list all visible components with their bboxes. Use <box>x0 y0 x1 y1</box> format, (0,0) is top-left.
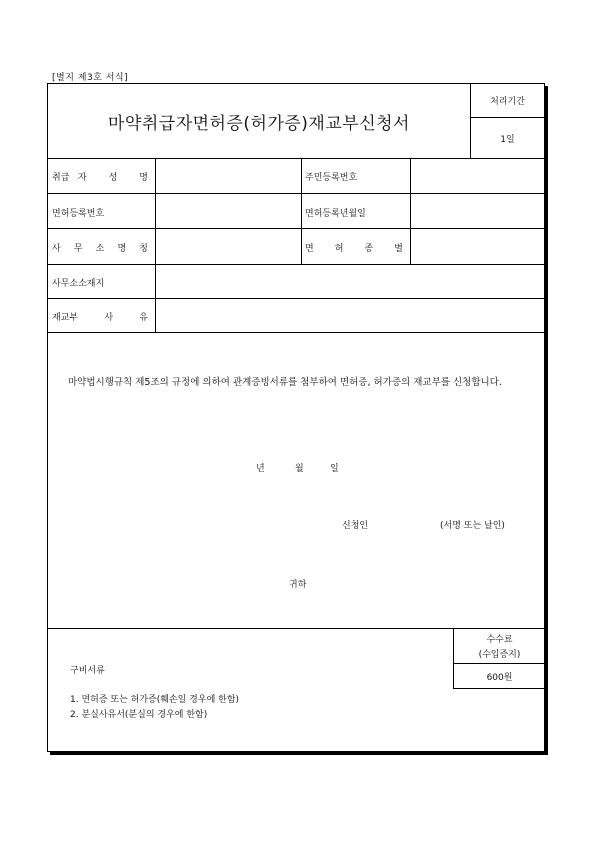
resident-number-label: 주민등록번호 <box>305 173 358 183</box>
label-char: 허 <box>334 244 344 254</box>
divider <box>48 158 545 159</box>
label-char: 취 <box>52 173 61 183</box>
frame-shadow-right <box>545 86 548 755</box>
label-char: 칭 <box>139 244 148 254</box>
handler-name-label <box>52 170 148 183</box>
license-reg-number-label: 면허등록번호 <box>52 209 105 219</box>
label-char: 사 <box>52 244 61 254</box>
label-char: 별 <box>394 244 403 254</box>
date-year-label: 년 <box>256 464 265 474</box>
office-address-field[interactable] <box>160 269 540 293</box>
label-char: 재교부 <box>52 313 79 323</box>
handler-name-field[interactable] <box>160 164 298 188</box>
office-name-field[interactable] <box>160 234 298 258</box>
label-char: 성 <box>108 173 118 183</box>
label-char: 면 <box>305 244 314 254</box>
divider <box>410 158 411 264</box>
fee-value: 600원 <box>486 672 513 683</box>
license-reg-number-field[interactable] <box>160 199 298 223</box>
divider <box>48 264 545 265</box>
label-char: 유 <box>139 313 148 323</box>
license-reg-date-label: 면허등록년월일 <box>305 209 366 219</box>
reissue-reason-field[interactable] <box>160 303 540 327</box>
label-char: 소 <box>95 244 105 254</box>
divider <box>48 628 545 629</box>
required-documents-title: 구비서류 <box>70 666 105 676</box>
signature-label: (서명 또는 날인) <box>440 521 505 531</box>
divider <box>453 688 545 689</box>
date-day-label: 일 <box>330 464 339 474</box>
license-type-field[interactable] <box>414 234 542 258</box>
license-reg-date-field[interactable] <box>414 199 542 223</box>
label-char: 무 <box>73 244 83 254</box>
label-char: 사 <box>104 313 114 323</box>
addressee-label: 귀하 <box>289 580 307 590</box>
required-document-item: 2. 분실사유서(분실의 경우에 한함) <box>70 710 208 720</box>
processing-period-value: 1일 <box>500 134 515 145</box>
reissue-reason-label <box>52 310 148 323</box>
date-month-label: 월 <box>295 464 304 474</box>
processing-period-label: 처리기간 <box>490 97 525 107</box>
label-char: 자 <box>77 173 87 183</box>
divider <box>48 228 545 229</box>
application-statement: 마약법시행규칙 제5조의 규정에 의하여 관계증빙서류를 첨부하여 면허증, 허가증의 재교부를 신청합니다. <box>68 377 502 388</box>
page-title: 마약취급자면허증(허가증)재교부신청서 <box>108 113 410 134</box>
form-number-label: [별지 제3호 서식] <box>52 73 129 83</box>
divider <box>48 332 545 333</box>
divider <box>48 193 545 194</box>
label-char: 명 <box>117 244 127 254</box>
divider <box>301 158 302 264</box>
required-document-item: 1. 면허증 또는 허가증(훼손일 경우에 한함) <box>70 695 240 705</box>
fee-label: 수수료 <box>486 634 513 645</box>
office-address-label: 사무소소재지 <box>52 279 105 289</box>
divider <box>48 298 545 299</box>
label-char: 급 <box>60 173 70 183</box>
label-char: 종 <box>364 244 374 254</box>
label-char: 명 <box>139 173 148 183</box>
license-type-label <box>305 241 403 254</box>
frame-shadow-bottom <box>50 752 548 755</box>
office-name-label <box>52 241 148 254</box>
resident-number-field[interactable] <box>414 164 542 188</box>
divider <box>155 158 156 332</box>
applicant-label: 신청인 <box>342 521 369 531</box>
fee-sub-label: (수입증지) <box>478 649 521 660</box>
